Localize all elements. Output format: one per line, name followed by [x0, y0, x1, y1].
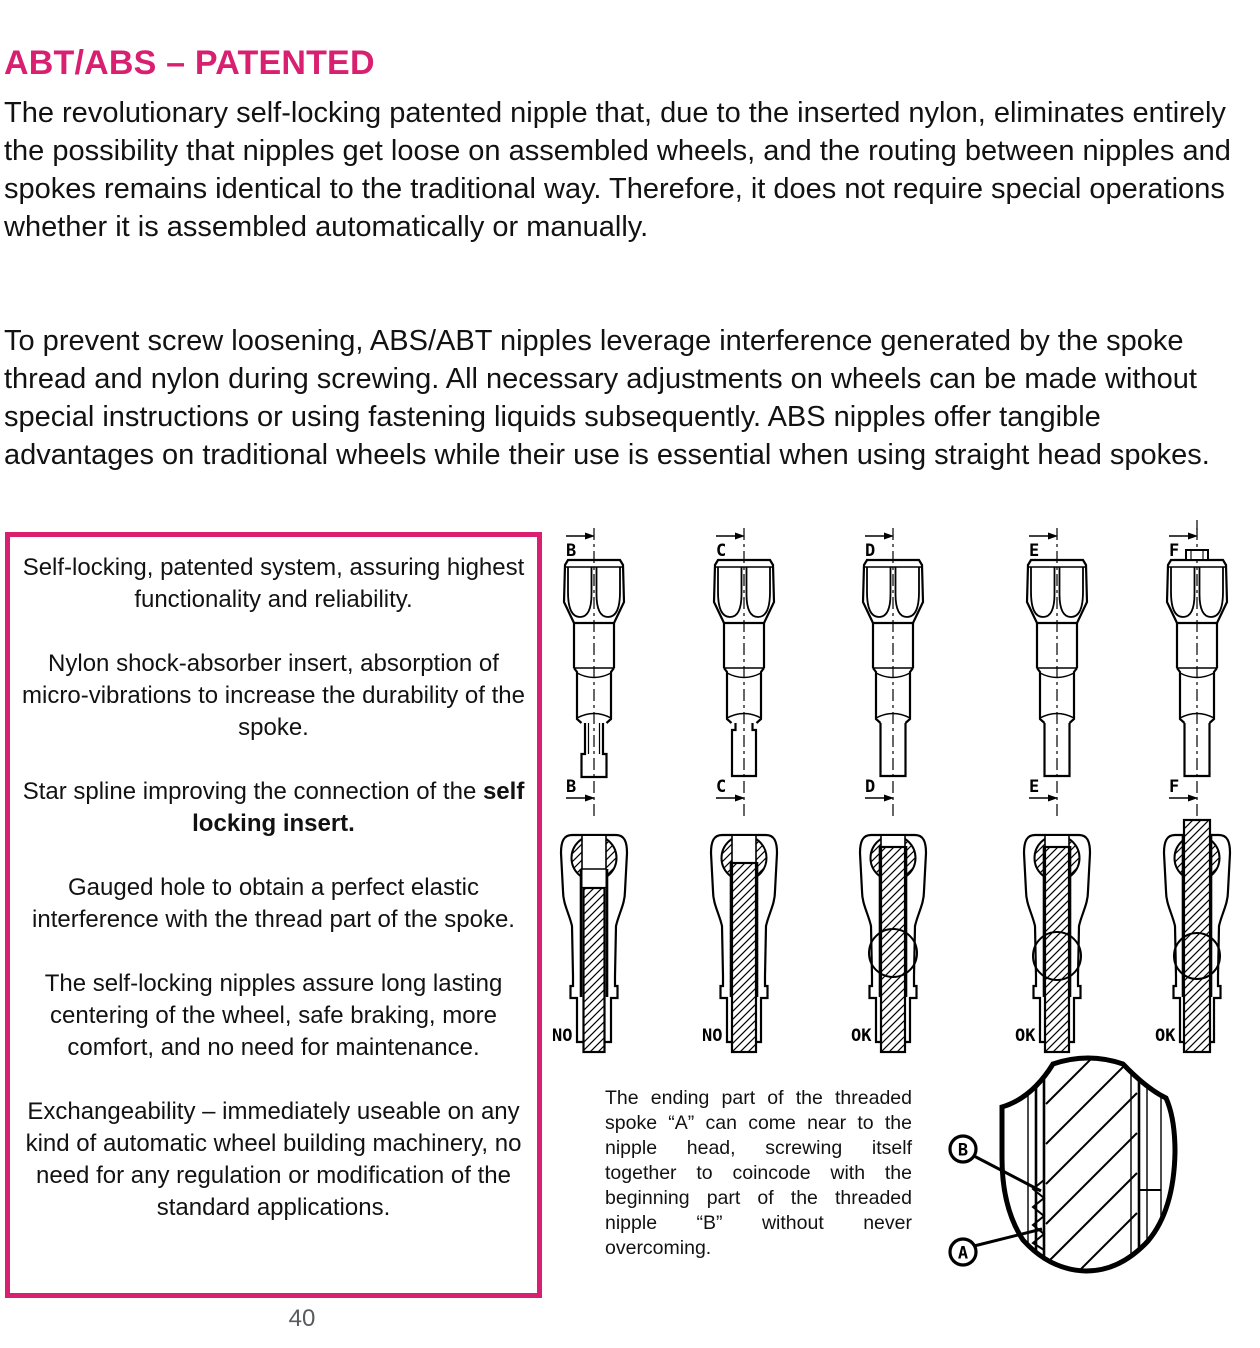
- balloon-letter-a: A: [957, 1243, 969, 1264]
- thread-detail-drawing: [950, 1013, 1175, 1290]
- result-label: OK: [1155, 1026, 1176, 1046]
- balloon-letter-b: B: [957, 1140, 969, 1161]
- section-letter-top: B: [566, 541, 577, 561]
- detail-balloon-a: [950, 1239, 976, 1265]
- section-letter-bottom: B: [566, 777, 577, 797]
- nipple-drawing-d: [863, 528, 923, 818]
- section-letter-top: C: [716, 541, 727, 561]
- nipple-drawing-f: [1167, 520, 1227, 818]
- cross-section-no-1: [552, 835, 627, 1052]
- result-label: OK: [851, 1026, 872, 1046]
- features-box: [5, 532, 542, 1298]
- feature-item-bold-text: self locking insert.: [192, 778, 525, 837]
- nipple-drawing-c: [714, 528, 774, 818]
- page-number: 40: [288, 1305, 316, 1332]
- feature-item: Nylon shock-absorber insert, absorption of micro-vibrations to increase the durability of the spoke.: [22, 650, 525, 741]
- feature-item: The self-locking nipples assure long lasting centering of the wheel, safe braking, more comfort, and no need for maintenance.: [44, 970, 503, 1061]
- intro-paragraph: The revolutionary self-locking patented nipple that, due to the inserted nylon, eliminates entirely the possibility that nipples get loose on assembled wheels, and the routing between nipples and spokes remains identical to the traditional way. Therefore, it does not require special operations whether it is assembled automatically or manually.: [4, 97, 1231, 243]
- feature-item: Self-locking, patented system, assuring highest functionality and reliability.: [22, 554, 525, 613]
- nipple-drawing-b: [564, 528, 624, 818]
- section-letter-top: D: [865, 541, 876, 561]
- section-letter-bottom: C: [716, 777, 727, 797]
- section-letter-bottom: E: [1029, 777, 1040, 797]
- feature-item: Gauged hole to obtain a perfect elastic interference with the thread part of the spoke.: [32, 874, 515, 933]
- section-letter-bottom: D: [865, 777, 876, 797]
- second-paragraph: To prevent screw loosening, ABS/ABT nipples leverage interference generated by the spoke thread and nylon during screwing. All necessary adjustments on wheels can be made without special instructions or using fastening liquids subsequently. ABS nipples offer tangible advantages on traditional wheels while their use is essential when using straight head spokes.: [4, 325, 1210, 471]
- result-label: NO: [702, 1026, 723, 1046]
- result-label: NO: [552, 1026, 573, 1046]
- nipple-drawing-e: [1027, 528, 1087, 818]
- section-letter-bottom: F: [1169, 777, 1180, 797]
- cross-section-ok-3: [1155, 820, 1230, 1052]
- feature-item: Exchangeability – immediately useable on any kind of automatic wheel building machinery, no need for any regulation or modification of the standard applications.: [25, 1098, 522, 1221]
- result-label: OK: [1015, 1026, 1036, 1046]
- section-letter-top: E: [1029, 541, 1040, 561]
- detail-caption: The ending part of the threaded spoke “A” can come near to the nipple head, screwing itself together to coincode with the beginning part of the threaded nipple “B” without never overcoming.: [605, 1087, 912, 1259]
- feature-item-text: Star spline improving the connection of the: [22, 778, 483, 805]
- page-title: ABT/ABS – PATENTED: [4, 44, 375, 82]
- detail-balloon-b: [950, 1136, 976, 1162]
- cross-section-ok-1: [851, 835, 926, 1052]
- feature-item: [20, 776, 527, 840]
- section-letter-top: F: [1169, 541, 1180, 561]
- cross-section-no-2: [702, 835, 777, 1052]
- cross-section-ok-2: [1015, 835, 1090, 1052]
